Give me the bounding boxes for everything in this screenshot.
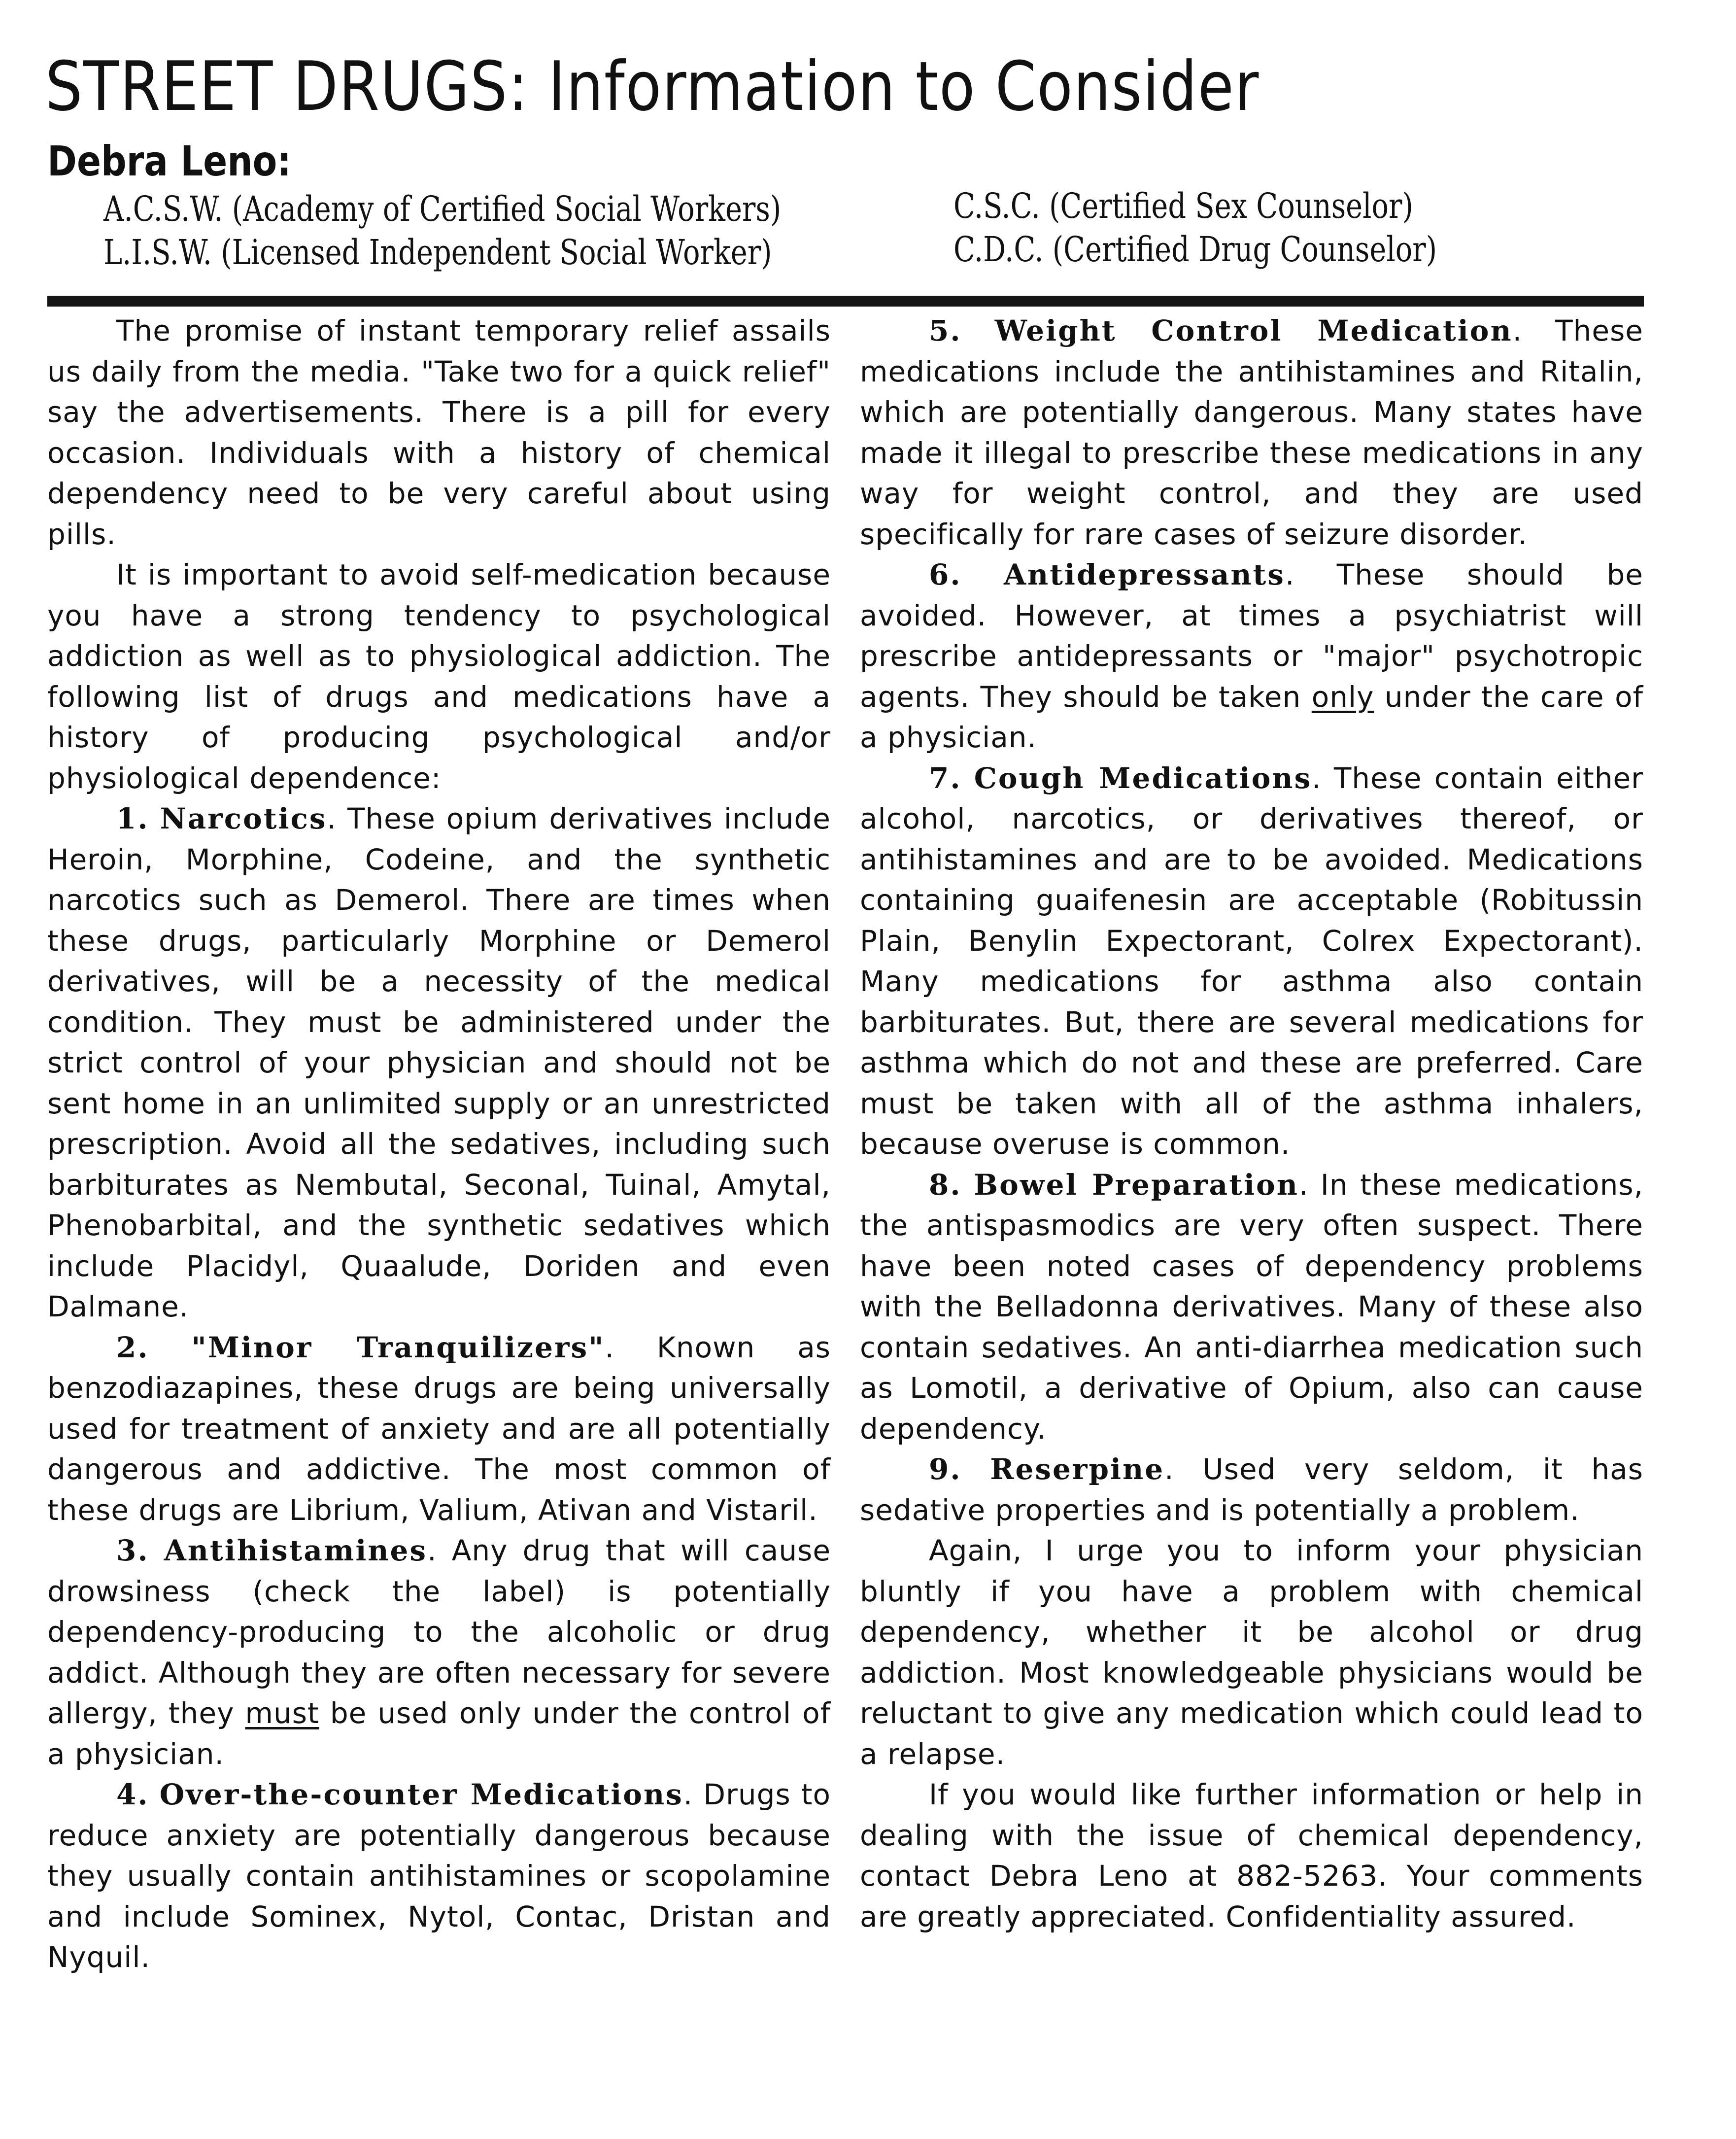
item-heading: Cough Medications xyxy=(974,761,1312,795)
credential-lisw: L.I.S.W. (Licensed Independent Social Worker) xyxy=(103,232,772,273)
item-heading: Reserpine xyxy=(990,1452,1165,1486)
item-number: 5. xyxy=(929,314,962,347)
item-number: 1. xyxy=(116,802,149,835)
item-text: under the care of a physician. xyxy=(860,680,1644,754)
emphasis-only: only xyxy=(1311,680,1374,714)
credentials-left xyxy=(103,187,781,274)
article-title: STREET DRUGS: Information to Consider xyxy=(45,47,1260,126)
credential-acsw: A.C.S.W. (Academy of Certified Social Workers) xyxy=(103,189,782,229)
item-text: . These opium derivatives include Heroin, Morphine, Codeine, and the synthetic narcotics such as Demerol. There are times when these drugs, particularly Morphine or Demerol derivatives, will be a necessity of the medical condition. They must be administered under the strict control of your physician and should not be sent home in an unlimited supply or an unrestricted prescription. Avoid all the sedatives, including such barbiturates as Nembutal, Seconal, Tuinal, Amytal, Phenobarbital, and the synthetic sedatives which include Placidyl, Quaalude, Doriden and even Dalmane. xyxy=(47,802,831,1323)
header-divider xyxy=(47,296,1644,307)
item-number: 8. xyxy=(929,1168,962,1202)
item-heading: Antidepressants xyxy=(1003,558,1285,591)
closing-paragraph-1: Again, I urge you to inform your physician bluntly if you have a problem with chemical dependency, whether it be alcohol or drug addiction. Most knowledgeable physicians would be reluctant to give any medication which could lead to a relapse. xyxy=(860,1534,1643,1771)
item-number: 4. xyxy=(116,1778,149,1811)
item-heading: Narcotics xyxy=(160,802,327,835)
item-text: . Any drug that will cause drowsiness (check the label) is potentially dependency-producing to the alcoholic or drug addict. Although they are often necessary for severe allergy, they xyxy=(47,1534,831,1730)
item-number: 7. xyxy=(929,761,962,795)
list-item-reserpine xyxy=(860,1449,1643,1530)
item-text: . Known as benzodiazapines, these drugs are being universally used for treatment of anxiety and are all potentially dangerous and addictive. The most common of these drugs are Librium, Valium, Ativan and Vistaril. xyxy=(47,1330,831,1527)
item-heading: "Minor Tranquilizers" xyxy=(191,1330,605,1364)
item-number: 2. xyxy=(116,1330,149,1364)
emphasis-must: must xyxy=(245,1696,319,1730)
list-item-antihistamines xyxy=(47,1530,831,1774)
item-heading: Bowel Preparation xyxy=(974,1168,1299,1202)
item-text: . These should be avoided. However, at times a psychiatrist will prescribe antidepressants or "major" psychotropic agents. They should be taken xyxy=(860,558,1643,714)
credential-cdc: C.D.C. (Certified Drug Counselor) xyxy=(953,229,1437,270)
list-item-narcotics xyxy=(47,798,831,1327)
item-text: . Drugs to reduce anxiety are potentially dangerous because they usually contain antihistamines or scopolamine and include Sominex, Nytol, Contac, Dristan and Nyquil. xyxy=(47,1778,831,1974)
item-number: 3. xyxy=(116,1534,149,1567)
author-name: Debra Leno: xyxy=(47,137,292,185)
item-number: 6. xyxy=(929,558,962,591)
item-text: be used only under the control of a physician. xyxy=(47,1696,831,1771)
intro-paragraph-2: It is important to avoid self-medication because you have a strong tendency to psychological addiction as well as to physiological addiction. The following list of drugs and medications have a history of producing psychological and/or physiological dependence: xyxy=(47,558,831,795)
list-item-weight-control xyxy=(860,310,1643,554)
item-text: . Used very seldom, it has sedative properties and is potentially a problem. xyxy=(860,1452,1643,1527)
credential-csc: C.S.C. (Certified Sex Counselor) xyxy=(953,186,1413,226)
closing-paragraph-2: If you would like further information or help in dealing with the issue of chemical dependency, contact Debra Leno at 882-5263. Your comments are greatly appreciated. Confidentiality assured. xyxy=(860,1778,1643,1933)
item-text: . These medications include the antihistamines and Ritalin, which are potentially dangerous. Many states have made it illegal to prescribe these medications in any way for weight control, and they are used specifically for rare cases of seizure disorder. xyxy=(860,314,1643,551)
credentials-right xyxy=(953,184,1437,271)
intro-paragraph-1: The promise of instant temporary relief assails us daily from the media. "Take two for a quick relief" say the advertisements. There is a pill for every occasion. Individuals with a history of chemical dependency need to be very careful about using pills. xyxy=(47,314,831,551)
list-item-cough-medications xyxy=(860,758,1643,1165)
item-heading: Antihistamines xyxy=(164,1534,428,1567)
item-text: . In these medications, the antispasmodics are very often suspect. There have been noted cases of dependency problems with the Belladonna derivatives. Many of these also contain sedatives. An anti-diarrhea medication such as Lomotil, a derivative of Opium, also can cause dependency. xyxy=(860,1168,1644,1446)
list-item-bowel-preparation xyxy=(860,1165,1643,1449)
list-item-minor-tranquilizers xyxy=(47,1327,831,1531)
column-right xyxy=(860,310,1643,1937)
list-item-otc-medications xyxy=(47,1774,831,1978)
item-heading: Weight Control Medication xyxy=(994,314,1513,347)
item-text: . These contain either alcohol, narcotics, or derivatives thereof, or antihistamines and are to be avoided. Medications containing guaifenesin are acceptable (Robitussin Plain, Benylin Expectorant, Colrex Expectorant). Many medications for asthma also contain barbiturates. But, there are several medications for asthma which do not and these are preferred. Care must be taken with all of the asthma inhalers, because overuse is common. xyxy=(860,761,1644,1161)
column-left xyxy=(47,310,831,1978)
list-item-antidepressants xyxy=(860,554,1643,758)
item-number: 9. xyxy=(929,1452,962,1486)
item-heading: Over-the-counter Medications xyxy=(159,1778,683,1811)
